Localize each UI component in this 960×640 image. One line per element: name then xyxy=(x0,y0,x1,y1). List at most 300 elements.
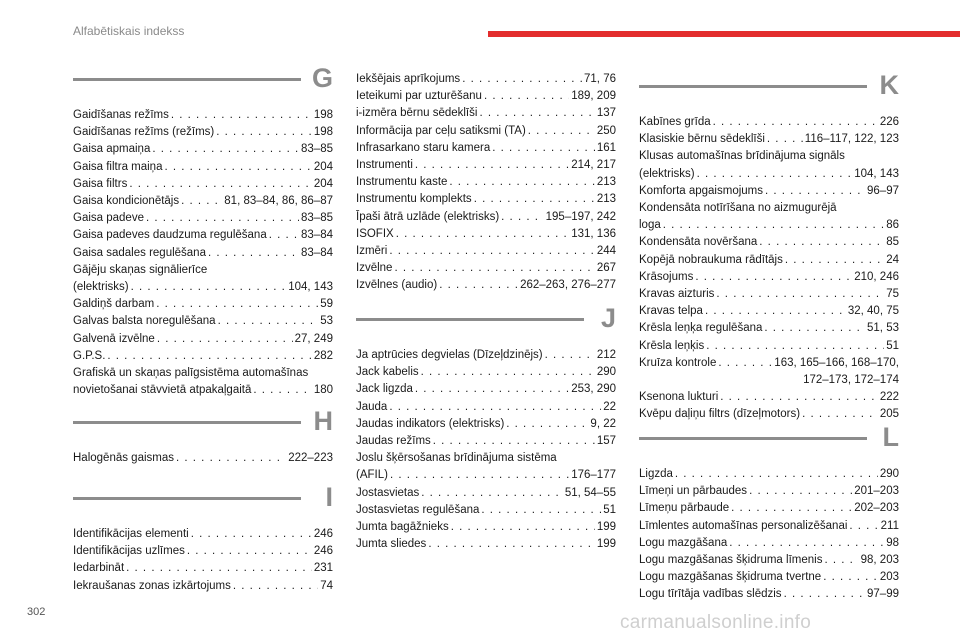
entry-pages: 24 xyxy=(886,253,899,266)
entry-line xyxy=(639,552,899,569)
entry-pages: 262–263, 276–277 xyxy=(520,279,616,292)
index-entry xyxy=(639,200,899,234)
entry-line xyxy=(639,252,899,269)
index-entry xyxy=(639,569,899,586)
index-entry xyxy=(356,347,616,364)
entry-pages: 83–85 xyxy=(301,212,333,225)
index-entry xyxy=(73,107,333,124)
entry-line xyxy=(73,141,333,158)
index-entry xyxy=(73,313,333,330)
entry-text: Iekšējais aprīkojums xyxy=(356,73,461,85)
entry-pages: 231 xyxy=(313,562,333,575)
entry-text: Logu tīrītāja vadības slēdzis xyxy=(639,588,782,601)
section-g xyxy=(73,65,333,399)
section-rule xyxy=(73,421,301,424)
dot-leader xyxy=(421,364,595,381)
index-entry xyxy=(356,174,616,191)
entry-text: Gaidīšanas režīms (režīms) xyxy=(73,126,215,139)
dot-leader xyxy=(181,193,222,210)
entry-pages: 97–99 xyxy=(867,588,899,601)
dot-leader xyxy=(749,483,852,500)
dot-leader xyxy=(484,88,569,105)
entry-text: Galvenā izvēlne xyxy=(73,332,155,345)
dot-leader xyxy=(415,157,569,174)
entry-text: Instrumentu kaste xyxy=(356,176,448,189)
index-entry xyxy=(639,406,899,423)
index-entry xyxy=(639,131,899,148)
entry-pages: 198 xyxy=(313,126,333,139)
entry-text: Informācija par ceļu satiksmi (TA) xyxy=(356,124,526,137)
dot-leader xyxy=(389,243,595,260)
dot-leader xyxy=(269,227,299,244)
dot-leader xyxy=(545,347,595,364)
index-entry xyxy=(639,466,899,483)
entry-pages: 9, 22 xyxy=(590,417,616,430)
entry-list xyxy=(639,466,899,604)
dot-leader xyxy=(191,526,312,543)
entry-pages: 27, 249 xyxy=(294,332,333,345)
entry-text: (elektrisks) xyxy=(639,167,695,180)
entry-pages: 201–203 xyxy=(854,485,899,498)
entry-pages: 51 xyxy=(603,503,616,516)
index-entry xyxy=(73,210,333,227)
dot-leader xyxy=(216,124,312,141)
dot-leader xyxy=(428,536,595,553)
index-entry xyxy=(73,578,333,595)
entry-text: Kravas telpa xyxy=(639,305,703,318)
entry-list xyxy=(639,114,899,424)
entry-pages: 290 xyxy=(879,468,899,480)
dot-leader xyxy=(218,313,319,330)
entry-pages: 282 xyxy=(313,349,333,362)
entry-text: Līmeņi un pārbaudes xyxy=(639,485,748,498)
index-entry xyxy=(356,416,616,433)
entry-line xyxy=(639,269,899,286)
index-entry xyxy=(356,226,616,243)
index-entry xyxy=(73,560,333,577)
dot-leader xyxy=(152,141,299,158)
dot-leader xyxy=(697,166,853,183)
index-entry xyxy=(73,262,333,296)
entry-text: Gaisa padeve xyxy=(73,212,144,225)
entry-line xyxy=(356,467,616,484)
entry-text: Līmeņu pārbaude xyxy=(639,502,730,515)
index-entry xyxy=(356,243,616,260)
entry-line xyxy=(73,348,333,365)
entry-text: Logu mazgāšanas šķidruma līmenis xyxy=(639,554,823,567)
entry-line xyxy=(356,157,616,174)
dot-leader xyxy=(390,467,569,484)
entry-pages: 51, 54–55 xyxy=(564,486,616,499)
dot-leader xyxy=(171,107,312,124)
entry-text: Kvēpu daļiņu filtrs (dīzeļmotors) xyxy=(639,408,801,421)
index-entry xyxy=(356,502,616,519)
dot-leader xyxy=(492,140,595,157)
entry-pages: 199 xyxy=(596,538,616,551)
entry-list xyxy=(73,526,333,595)
index-entry xyxy=(639,586,899,603)
entry-line xyxy=(356,277,616,294)
section-rule xyxy=(639,437,867,440)
entry-line xyxy=(356,433,616,450)
entry-pages: 98 xyxy=(886,536,899,549)
entry-line xyxy=(356,260,616,277)
dot-leader xyxy=(675,466,878,483)
entry-line xyxy=(73,159,333,176)
entry-pages: 51 xyxy=(886,339,899,352)
entry-pages: 74 xyxy=(320,579,333,592)
watermark: carmanualsonline.info xyxy=(620,612,812,633)
dot-leader xyxy=(663,217,884,234)
entry-line xyxy=(356,485,616,502)
dot-leader xyxy=(767,131,803,148)
entry-text-first-line: Kondensāta notīrīšana no aizmugurējā xyxy=(639,202,837,215)
section-i-continued xyxy=(356,71,616,295)
index-entry xyxy=(73,245,333,262)
dot-leader xyxy=(396,226,570,243)
entry-line xyxy=(639,500,899,517)
entry-pages: 131, 136 xyxy=(571,227,616,240)
dot-leader xyxy=(506,416,588,433)
section-header xyxy=(73,484,333,514)
dot-leader xyxy=(759,234,884,251)
entry-text: Gaisa padeves daudzuma regulēšana xyxy=(73,229,267,242)
dot-leader xyxy=(451,519,595,536)
entry-text: Jumta bagāžnieks xyxy=(356,521,449,534)
index-entry xyxy=(356,381,616,398)
dot-leader xyxy=(146,210,299,227)
entry-pages: 244 xyxy=(596,245,616,258)
entry-line xyxy=(356,536,616,553)
dot-leader xyxy=(176,450,286,467)
entry-text: Iekraušanas zonas izkārtojums xyxy=(73,579,231,592)
entry-pages: 157 xyxy=(596,435,616,448)
index-entry xyxy=(73,543,333,560)
section-header xyxy=(356,305,616,335)
entry-line xyxy=(73,279,333,296)
entry-line xyxy=(639,518,899,535)
entry-line xyxy=(73,526,333,543)
entry-list xyxy=(73,107,333,399)
entry-line xyxy=(639,234,899,251)
entry-line xyxy=(639,183,899,200)
section-header xyxy=(73,65,333,95)
header-accent-bar xyxy=(488,31,960,37)
section-header xyxy=(639,72,899,102)
entry-line xyxy=(639,320,899,337)
index-entry xyxy=(639,269,899,286)
entry-text: Ksenona lukturi xyxy=(639,391,719,404)
entry-pages: 59 xyxy=(320,298,333,311)
entry-line xyxy=(639,166,899,183)
entry-line xyxy=(356,226,616,243)
entry-pages: 83–85 xyxy=(301,143,333,156)
dot-leader xyxy=(389,399,601,416)
entry-pages: 222–223 xyxy=(288,452,333,464)
entry-pages: 104, 143 xyxy=(288,281,333,294)
entry-line xyxy=(356,209,616,226)
entry-text: Komforta apgaismojums xyxy=(639,184,763,197)
entry-text: Halogēnās gaismas xyxy=(73,452,175,464)
entry-line xyxy=(356,399,616,416)
entry-line xyxy=(73,296,333,313)
index-entry xyxy=(73,450,333,467)
entry-text: Ligzda xyxy=(639,468,673,480)
entry-pages: 83–84 xyxy=(301,246,333,259)
entry-text: Kruīza kontrole xyxy=(639,356,717,369)
index-entry xyxy=(356,191,616,208)
dot-leader xyxy=(718,355,772,372)
entry-line xyxy=(356,140,616,157)
entry-pages: 253, 290 xyxy=(571,383,616,396)
index-entry xyxy=(639,552,899,569)
dot-leader xyxy=(415,381,569,398)
section-letter: K xyxy=(879,70,899,100)
entry-pages: 22 xyxy=(603,400,616,413)
index-entry xyxy=(639,355,899,389)
entry-text: Krēsla leņķis xyxy=(639,339,705,352)
index-entry xyxy=(356,140,616,157)
entry-text: Kravas aizturis xyxy=(639,288,715,301)
index-entry xyxy=(639,234,899,251)
dot-leader xyxy=(394,260,594,277)
entry-line xyxy=(356,502,616,519)
dot-leader xyxy=(528,123,595,140)
index-entry xyxy=(639,500,899,517)
section-rule xyxy=(73,78,301,81)
entry-pages: 267 xyxy=(596,262,616,275)
index-entry xyxy=(639,286,899,303)
index-entry xyxy=(639,114,899,131)
index-entry xyxy=(73,159,333,176)
entry-line xyxy=(639,569,899,586)
section-l xyxy=(639,424,899,604)
entry-pages: 51, 53 xyxy=(867,322,899,335)
entry-line xyxy=(639,338,899,355)
entry-pages: 195–197, 242 xyxy=(545,210,616,223)
entry-text: Jostasvietas regulēšana xyxy=(356,503,480,516)
entry-text-first-line: Klusas automašīnas brīdinājuma signāls xyxy=(639,150,845,163)
entry-line xyxy=(639,217,899,234)
entry-pages: 222 xyxy=(879,391,899,404)
index-entry xyxy=(73,331,333,348)
index-entry xyxy=(356,536,616,553)
index-entry xyxy=(356,277,616,294)
entry-text: Iedarbināt xyxy=(73,562,125,575)
index-entry xyxy=(356,260,616,277)
index-entry xyxy=(639,535,899,552)
entry-line xyxy=(639,535,899,552)
entry-text: Ieteikumi par uzturēšanu xyxy=(356,90,482,103)
section-j xyxy=(356,305,616,553)
entry-line xyxy=(73,578,333,595)
entry-pages: 211 xyxy=(880,519,899,532)
index-entry xyxy=(639,303,899,320)
dot-leader xyxy=(157,331,293,348)
index-entry xyxy=(356,157,616,174)
dot-leader xyxy=(233,578,318,595)
entry-line xyxy=(73,227,333,244)
dot-leader xyxy=(716,286,884,303)
entry-text: Logu mazgāšanas šķidruma tvertne xyxy=(639,571,822,584)
dot-leader xyxy=(208,245,299,262)
entry-line xyxy=(639,131,899,148)
entry-pages: 205 xyxy=(879,408,899,421)
entry-line xyxy=(73,331,333,348)
entry-text: Kondensāta novēršana xyxy=(639,236,758,249)
entry-text: Logu mazgāšana xyxy=(639,536,728,549)
entry-text: Identifikācijas uzlīmes xyxy=(73,545,185,558)
entry-line xyxy=(639,389,899,406)
entry-pages: 98, 203 xyxy=(860,554,899,567)
entry-pages: 161 xyxy=(596,141,616,154)
entry-pages: 214, 217 xyxy=(571,159,616,172)
entry-pages: 246 xyxy=(313,528,333,540)
entry-text: Infrasarkano staru kamera xyxy=(356,141,491,154)
entry-pages: 104, 143 xyxy=(854,167,899,180)
section-letter: J xyxy=(600,303,616,333)
entry-pages: 226 xyxy=(879,116,899,128)
dot-leader xyxy=(481,502,601,519)
index-entry xyxy=(356,209,616,226)
entry-line xyxy=(73,176,333,193)
entry-pages: 213 xyxy=(596,193,616,206)
index-entry xyxy=(73,348,333,365)
index-entry xyxy=(73,526,333,543)
entry-text: Ja aptrūcies degvielas (Dīzeļdzinējs) xyxy=(356,349,543,361)
index-entry xyxy=(73,227,333,244)
index-entry xyxy=(356,123,616,140)
section-rule xyxy=(356,318,584,321)
entry-pages: 75 xyxy=(886,288,899,301)
entry-text-first-line: Joslu šķērsošanas brīdinājuma sistēma xyxy=(356,452,557,465)
entry-pages: 212 xyxy=(596,349,616,361)
dot-leader xyxy=(449,174,594,191)
index-entry xyxy=(73,141,333,158)
section-header xyxy=(639,424,899,454)
entry-line xyxy=(356,416,616,433)
entry-list xyxy=(356,347,616,553)
entry-text: Jaudas režīms xyxy=(356,435,431,448)
entry-line xyxy=(639,355,899,372)
entry-line xyxy=(639,586,899,603)
entry-list xyxy=(356,71,616,295)
dot-leader xyxy=(706,338,884,355)
dot-leader xyxy=(156,296,318,313)
entry-line xyxy=(73,382,333,399)
entry-text: Īpaši ātrā uzlāde (elektrisks) xyxy=(356,210,500,223)
index-entry xyxy=(73,296,333,313)
index-entry xyxy=(356,88,616,105)
dot-leader xyxy=(187,543,312,560)
dot-leader xyxy=(713,114,878,131)
entry-text: Jaudas indikators (elektrisks) xyxy=(356,417,505,430)
section-letter: H xyxy=(313,406,333,436)
index-entry xyxy=(356,433,616,450)
entry-text: Izmēri xyxy=(356,245,388,258)
entry-text: Gaisa kondicionētājs xyxy=(73,195,180,208)
entry-line xyxy=(73,210,333,227)
entry-text: Krēsla leņķa regulēšana xyxy=(639,322,763,335)
dot-leader xyxy=(731,500,852,517)
entry-line xyxy=(356,123,616,140)
entry-line xyxy=(356,71,616,88)
page-number: 302 xyxy=(27,606,46,618)
entry-text: Līmlentes automašīnas personalizēšanai xyxy=(639,519,848,532)
entry-pages: 189, 209 xyxy=(571,90,616,103)
entry-pages: 202–203 xyxy=(854,502,899,515)
section-letter: L xyxy=(882,422,899,452)
dot-leader xyxy=(421,485,563,502)
index-entry xyxy=(73,365,333,399)
entry-pages: 210, 246 xyxy=(854,270,899,283)
section-i xyxy=(73,484,333,595)
entry-text: ISOFIX xyxy=(356,227,394,240)
index-entry xyxy=(73,193,333,210)
entry-line xyxy=(356,243,616,260)
entry-pages: 53 xyxy=(320,315,333,328)
entry-text: Jauda xyxy=(356,400,388,413)
dot-leader xyxy=(785,252,884,269)
entry-line xyxy=(639,483,899,500)
index-entry xyxy=(639,338,899,355)
entry-text-first-line: Grafiskā un skaņas palīgsistēma automašīnas xyxy=(73,367,309,380)
dot-leader xyxy=(720,389,878,406)
dot-leader xyxy=(433,433,595,450)
dot-leader xyxy=(107,348,311,365)
entry-text: Jack ligzda xyxy=(356,383,413,396)
entry-pages: 250 xyxy=(596,124,616,137)
index-entry xyxy=(639,148,899,182)
entry-text: Krāsojums xyxy=(639,270,694,283)
index-entry xyxy=(73,124,333,141)
entry-pages: 204 xyxy=(313,177,333,190)
entry-line xyxy=(73,313,333,330)
entry-pages: 96–97 xyxy=(867,184,899,197)
entry-text: Kopējā nobraukuma rādītājs xyxy=(639,253,783,266)
entry-line xyxy=(356,364,616,381)
index-entry xyxy=(356,519,616,536)
index-entry xyxy=(356,105,616,122)
entry-text: Izvēlne xyxy=(356,262,393,275)
entry-text: (elektrisks) xyxy=(73,281,129,294)
dot-leader xyxy=(131,279,287,296)
entry-pages: 246 xyxy=(313,545,333,558)
entry-text: Identifikācijas elementi xyxy=(73,528,189,540)
entry-line xyxy=(356,105,616,122)
entry-line xyxy=(73,193,333,210)
entry-text: Jostasvietas xyxy=(356,486,420,499)
dot-leader xyxy=(479,105,594,122)
index-entry xyxy=(356,485,616,502)
entry-text: Klasiskie bērnu sēdeklīši xyxy=(639,133,765,146)
entry-pages: 163, 165–166, 168–170, xyxy=(774,356,899,369)
section-k xyxy=(639,72,899,424)
entry-pages: 116–117, 122, 123 xyxy=(804,133,899,146)
entry-pages: 213 xyxy=(596,176,616,189)
section-letter: I xyxy=(325,482,333,512)
entry-pages: 83–84 xyxy=(301,229,333,242)
entry-pages: 198 xyxy=(313,109,333,121)
entry-text: Instrumenti xyxy=(356,159,413,172)
entry-line xyxy=(73,245,333,262)
entry-text: i-izmēra bērnu sēdeklīši xyxy=(356,107,478,120)
dot-leader xyxy=(784,586,865,603)
dot-leader xyxy=(849,518,878,535)
entry-pages: 85 xyxy=(886,236,899,249)
entry-line xyxy=(356,347,616,364)
index-entry xyxy=(356,399,616,416)
